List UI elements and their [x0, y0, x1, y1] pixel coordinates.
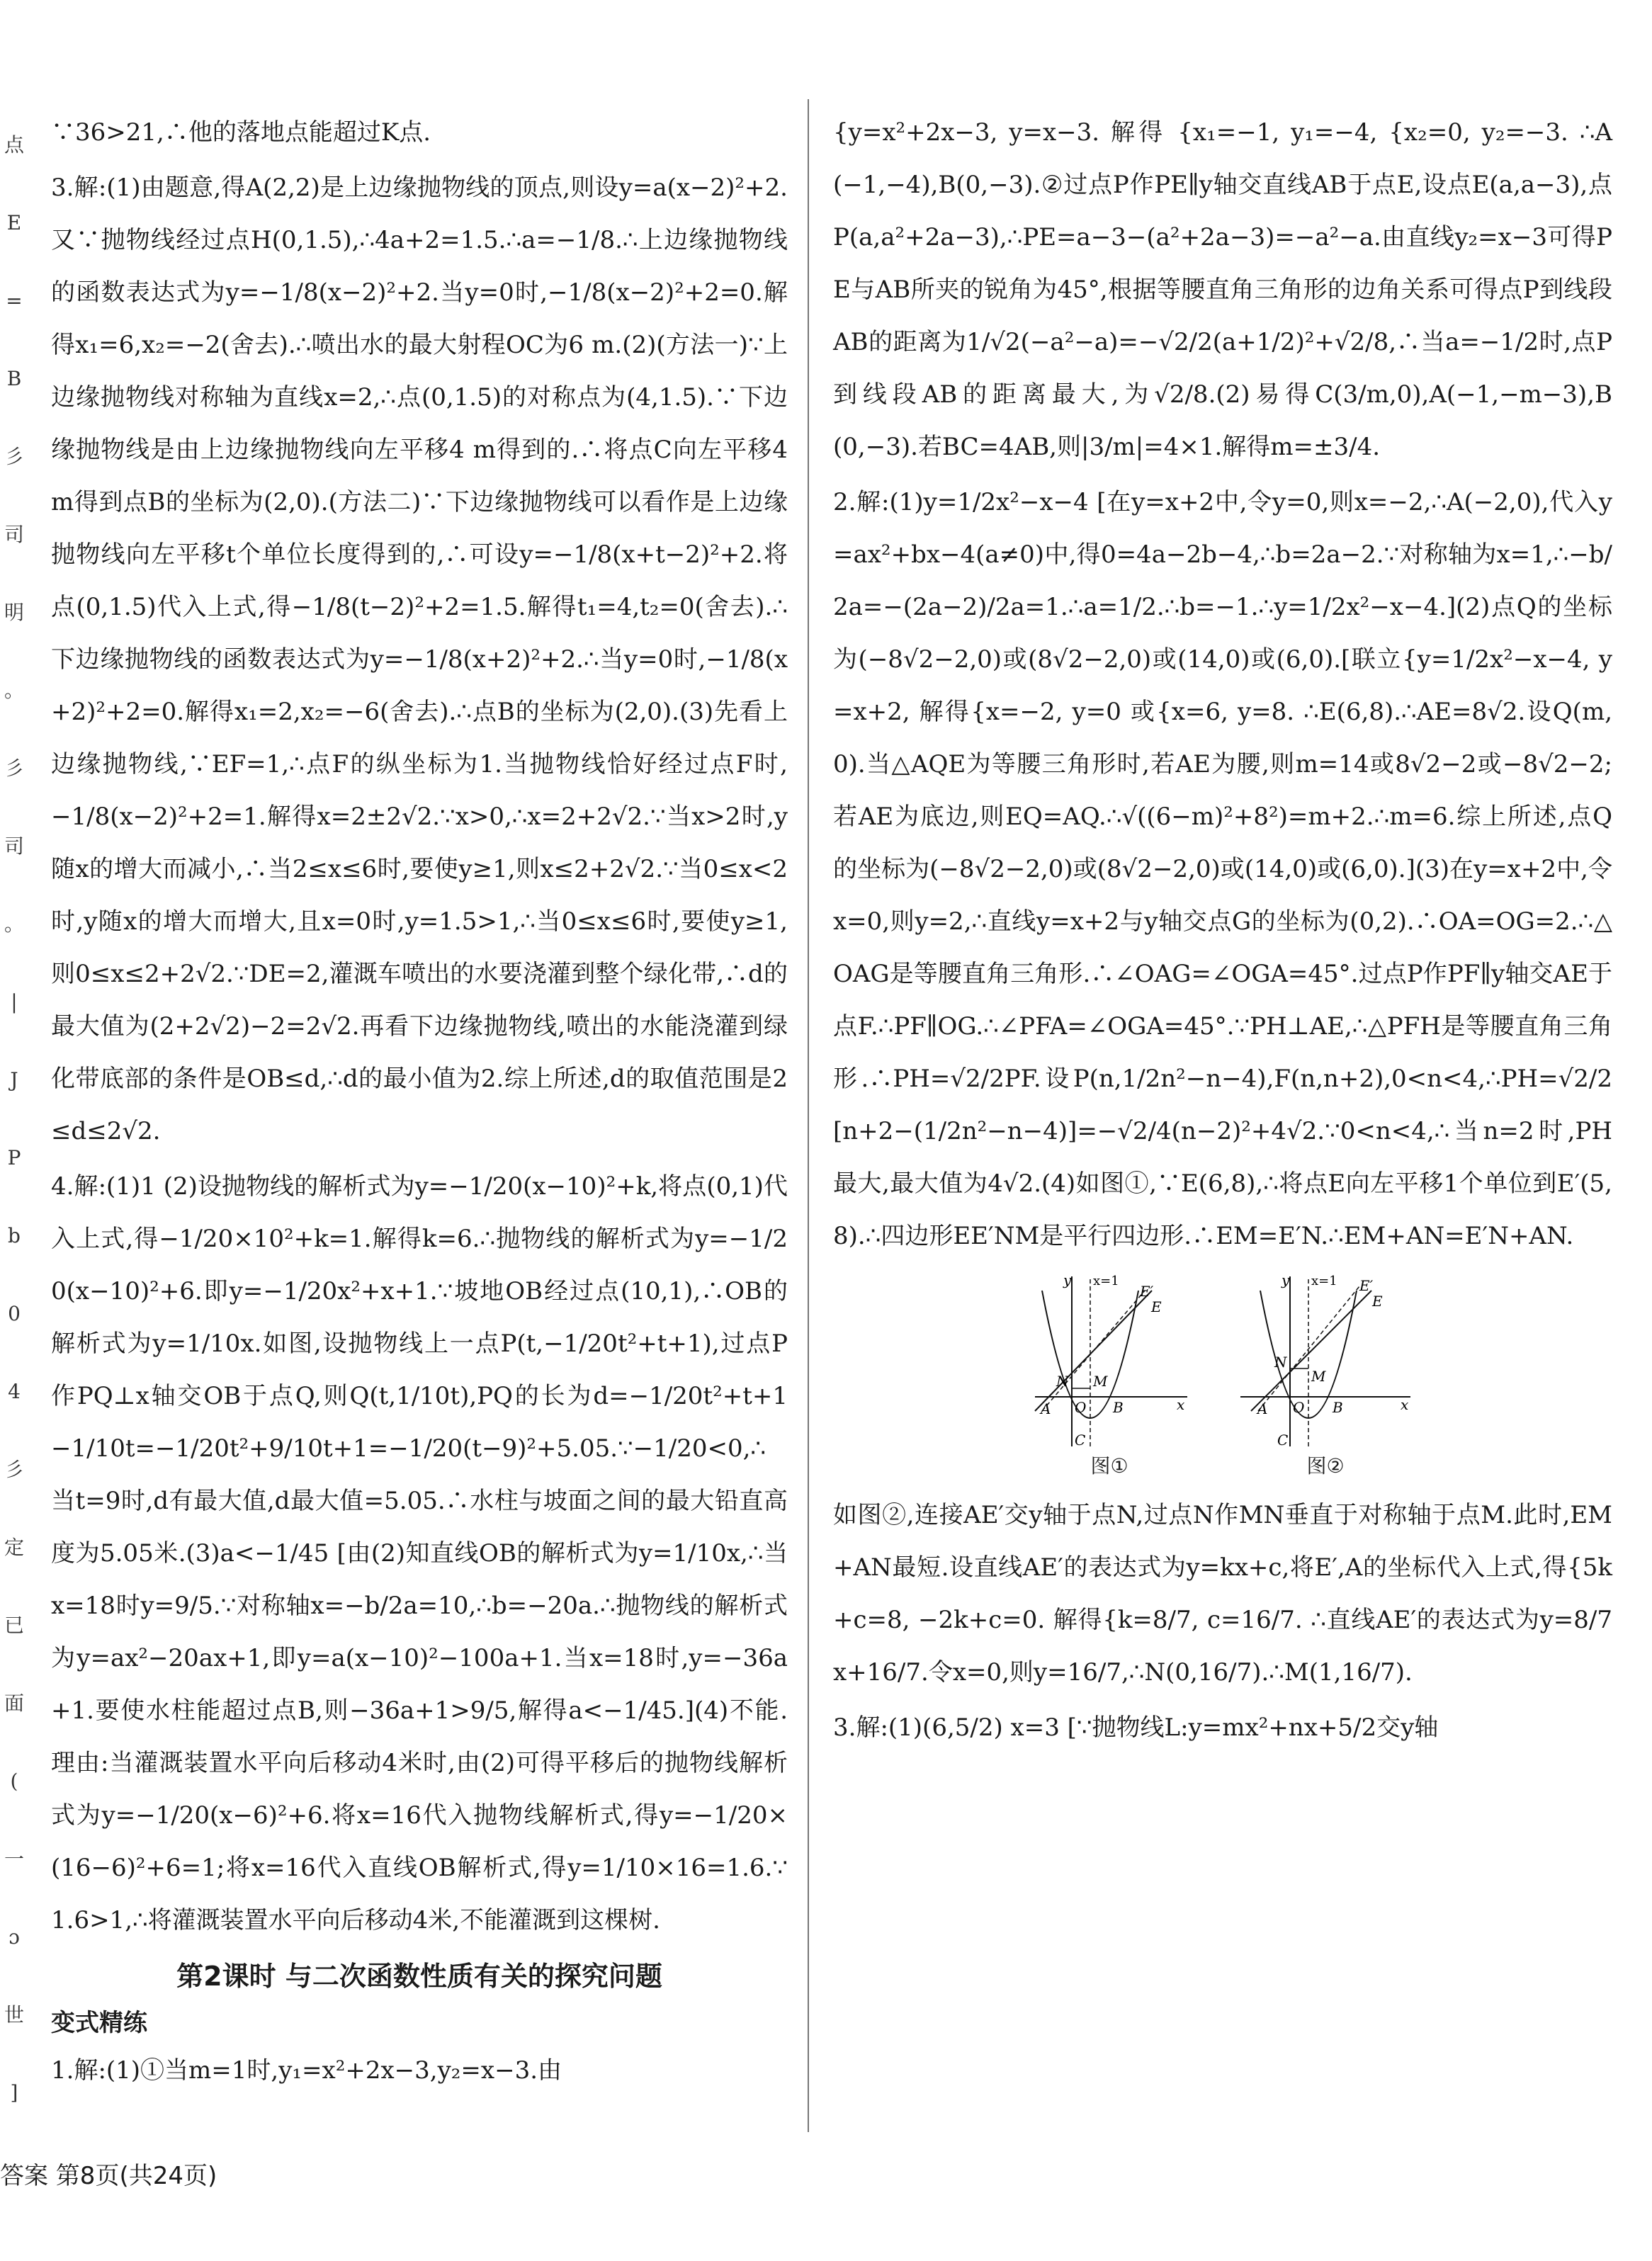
figure-2	[1233, 1269, 1418, 1479]
margin-char: 面	[4, 1692, 24, 1715]
margin-char: 4	[8, 1380, 21, 1403]
margin-char: b	[8, 1224, 21, 1247]
margin-char: 点	[4, 133, 24, 157]
margin-char: 。	[4, 679, 24, 702]
margin-char: 世	[4, 2003, 24, 2027]
left-margin-cutoff-text	[0, 106, 28, 2125]
margin-char: 彡	[4, 445, 24, 468]
margin-char: 司	[4, 834, 24, 858]
fig2-label-C: C	[1277, 1432, 1289, 1449]
margin-char: B	[6, 367, 22, 390]
fig1-label-M: M	[1093, 1373, 1108, 1390]
fig2-label-xeq: x=1	[1311, 1274, 1337, 1288]
fig1-label-A: A	[1041, 1400, 1051, 1417]
fig1-label-B: B	[1113, 1399, 1124, 1416]
fig2-label-Ep: E′	[1359, 1277, 1374, 1294]
lesson-title: 第2课时 与二次函数性质有关的探究问题	[176, 1961, 662, 1992]
left-column	[51, 106, 788, 2100]
fig2-label-M: M	[1311, 1368, 1326, 1385]
fig2-label-O: O	[1293, 1399, 1305, 1416]
margin-char: 定	[4, 1536, 24, 1559]
margin-char: 彡	[4, 1458, 24, 1481]
fig2-label-y: y	[1282, 1271, 1290, 1288]
margin-char: 司	[4, 523, 24, 546]
margin-char: ɔ	[9, 1925, 20, 1949]
paragraph-ex2-solution: 2.解:(1)y=1/2x²−x−4 [在y=x+2中,令y=0,则x=−2,∴A(−2,0),代入y=ax²+bx−4(a≠0)中,得0=4a−2b−4,∴b=2a−2.∵对称轴为x=1,∴−b/2a=−(2a−2)/2a=1.∴a=1/2.∴b=−1.∴y=1/2x²−x−4.](2)点Q的坐标为(−8√2−2,0)或(8√2−2,0)或(14,0)或(6,0).[联立{y=1/2x²−x−4, y=x+2, 解得{x=−2, y=0 或{x=6, y=8. ∴E(6,8).∴AE=8√2.设Q(m,0).当△AQE为等腰三角形时,若AE为腰,则m=14或8√2−2或−8√2−2;若AE为底边,则EQ=AQ.∴√((6−m)²+8²)=m+2.∴m=6.综上所述,点Q的坐标为(−8√2−2,0)或(8√2−2,0)或(14,0)或(6,0).](3)在y=x+2中,令x=0,则y=2,∴直线y=x+2与y轴交点G的坐标为(0,2).∴OA=OG=2.∴△OAG是等腰直角三角形.∴∠OAG=∠OGA=45°.过点P作PF∥y轴交AE于点F.∴PF∥OG.∴∠PFA=∠OGA=45°.∵PH⊥AE,∴△PFH是等腰直角三角形.∴PH=√2/2PF.设P(n,1/2n²−n−4),F(n,n+2),0<n<4,∴PH=√2/2[n+2−(1/2n²−n−4)]=−√2/4(n−2)²+4√2.∵0<n<4,∴当n=2时,PH最大,最大值为4√2.(4)如图①,∵E(6,8),∴将点E向左平移1个单位到E′(5,8).∴四边形EE′NM是平行四边形.∴EM=E′N.∴EM+AN=E′N+AN.	[833, 488, 1612, 1250]
figure-1-graph	[1028, 1269, 1191, 1454]
fig1-label-C: C	[1075, 1432, 1086, 1449]
fig1-label-E: E	[1151, 1298, 1162, 1315]
margin-char: P	[7, 1146, 21, 1169]
margin-char: 。	[4, 912, 24, 936]
fig2-label-A: A	[1257, 1400, 1268, 1417]
paragraph-q3-solution: 3.解:(1)由题意,得A(2,2)是上边缘抛物线的顶点,则设y=a(x−2)²+2.又∵抛物线经过点H(0,1.5),∴4a+2=1.5.∴a=−1/8.∴上边缘抛物线的函数表达式为y=−1/8(x−2)²+2.当y=0时,−1/8(x−2)²+2=0.解得x₁=6,x₂=−2(舍去).∴喷出水的最大射程OC为6 m.(2)(方法一)∵上边缘抛物线对称轴为直线x=2,∴点(0,1.5)的对称点为(4,1.5).∵下边缘抛物线是由上边缘抛物线向左平移4 m得到的.∴将点C向左平移4 m得到点B的坐标为(2,0).(方法二)∵下边缘抛物线可以看作是上边缘抛物线向左平移t个单位长度得到的,∴可设y=−1/8(x+t−2)²+2.将点(0,1.5)代入上式,得−1/8(t−2)²+2=1.5.解得t₁=4,t₂=0(舍去).∴下边缘抛物线的函数表达式为y=−1/8(x+2)²+2.∴当y=0时,−1/8(x+2)²+2=0.解得x₁=2,x₂=−6(舍去).∴点B的坐标为(2,0).(3)先看上边缘抛物线,∵EF=1,∴点F的纵坐标为1.当抛物线恰好经过点F时,−1/8(x−2)²+2=1.解得x=2±2√2.∵x>0,∴x=2+2√2.∵当x>2时,y随x的增大而减小,∴当2≤x≤6时,要使y≥1,则x≤2+2√2.∵当0≤x<2时,y随x的增大而增大,且x=0时,y=1.5>1,∴当0≤x≤6时,要使y≥1,则0≤x≤2+2√2.∵DE=2,灌溉车喷出的水要浇灌到整个绿化带,∴d的最大值为(2+2√2)−2=2√2.再看下边缘抛物线,喷出的水能浇灌到绿化带底部的条件是OB≤d,∴d的最小值为2.综上所述,d的取值范围是2≤d≤2√2.	[51, 174, 788, 1145]
margin-char: 彡	[4, 756, 24, 780]
paragraph-ex1-start: 1.解:(1)①当m=1时,y₁=x²+2x−3,y₂=x−3.由	[51, 2056, 562, 2085]
paragraph-ex3-start: 3.解:(1)(6,5/2) x=3 [∵抛物线L:y=mx²+nx+5/2交y轴	[833, 1713, 1439, 1742]
margin-char: J	[10, 1068, 18, 1092]
margin-char: 一	[4, 1847, 24, 1871]
margin-char: |	[11, 990, 18, 1014]
margin-char: 0	[8, 1302, 21, 1325]
right-column	[833, 106, 1612, 1757]
fig1-label-xeq: x=1	[1093, 1274, 1119, 1288]
fig1-label-N: N	[1056, 1373, 1069, 1390]
fig1-label-O: O	[1075, 1399, 1087, 1416]
margin-char: 明	[4, 601, 24, 624]
margin-char: =	[6, 289, 23, 312]
page-footer: 答案 第8页(共24页)	[0, 2162, 217, 2190]
margin-char: 已	[4, 1614, 24, 1637]
margin-char: (	[10, 1769, 18, 1793]
fig1-label-y: y	[1063, 1271, 1072, 1288]
figure-2-graph	[1233, 1269, 1418, 1454]
paragraph-ex2-figure2: 如图②,连接AE′交y轴于点N,过点N作MN垂直于对称轴于点M.此时,EM+AN最短.设直线AE′的表达式为y=kx+c,将E′,A的坐标代入上式,得{5k+c=8, −2k+c=0. 解得{k=8/7, c=16/7. ∴直线AE′的表达式为y=8/7x+16/7.令x=0,则y=16/7,∴N(0,16/7).∴M(1,16/7).	[833, 1501, 1612, 1687]
fig2-label-x: x	[1401, 1396, 1409, 1413]
section-subhead: 变式精练	[51, 2009, 147, 2037]
column-divider	[808, 99, 809, 2132]
figure-2-caption: 图②	[1306, 1454, 1345, 1478]
margin-char: ]	[10, 2081, 18, 2104]
fig1-label-Ep: E′	[1140, 1283, 1154, 1300]
fig2-label-N: N	[1274, 1354, 1287, 1371]
margin-char: E	[6, 211, 22, 234]
paragraph-q2-tail: ∵36>21,∴他的落地点能超过K点.	[51, 118, 431, 147]
figure-1-caption: 图①	[1090, 1454, 1128, 1478]
fig2-label-E: E	[1372, 1293, 1383, 1310]
fig2-label-B: B	[1333, 1399, 1343, 1416]
figure-1	[1028, 1269, 1191, 1479]
paragraph-q4-solution: 4.解:(1)1 (2)设抛物线的解析式为y=−1/20(x−10)²+k,将点(0,1)代入上式,得−1/20×10²+k=1.解得k=6.∴抛物线的解析式为y=−1/20(x−10)²+6.即y=−1/20x²+x+1.∵坡地OB经过点(10,1),∴OB的解析式为y=1/10x.如图,设抛物线上一点P(t,−1/20t²+t+1),过点P作PQ⊥x轴交OB于点Q,则Q(t,1/10t),PQ的长为d=−1/20t²+t+1−1/10t=−1/20t²+9/10t+1=−1/20(t−9)²+5.05.∵−1/20<0,∴当t=9时,d有最大值,d最大值=5.05.∴水柱与坡面之间的最大铅直高度为5.05米.(3)a<−1/45 [由(2)知直线OB的解析式为y=1/10x,∴当x=18时y=9/5.∵对称轴x=−b/2a=10,∴b=−20a.∴抛物线的解析式为y=ax²−20ax+1,即y=a(x−10)²−100a+1.当x=18时,y=−36a+1.要使水柱能超过点B,则−36a+1>9/5,解得a<−1/45.](4)不能.理由:当灌溉装置水平向后移动4米时,由(2)可得平移后的抛物线解析式为y=−1/20(x−6)²+6.将x=16代入抛物线解析式,得y=−1/20×(16−6)²+6=1;将x=16代入直线OB解析式,得y=1/10×16=1.6.∵1.6>1,∴将灌溉装置水平向后移动4米,不能灌溉到这棵树.	[51, 1172, 788, 1934]
fig1-label-x: x	[1177, 1396, 1185, 1413]
paragraph-ex1-continued: {y=x²+2x−3, y=x−3. 解得 {x₁=−1, y₁=−4, {x₂=0, y₂=−3. ∴A(−1,−4),B(0,−3).②过点P作PE∥y轴交直线AB于点E,设点E(a,a−3),点P(a,a²+2a−3),∴PE=a−3−(a²+2a−3)=−a²−a.由直线y₂=x−3可得PE与AB所夹的锐角为45°,根据等腰直角三角形的边角关系可得点P到线段AB的距离为1/√2(−a²−a)=−√2/2(a+1/2)²+√2/8,∴当a=−1/2时,点P到线段AB的距离最大,为√2/8.(2)易得C(3/m,0),A(−1,−m−3),B(0,−3).若BC=4AB,则|3/m|=4×1.解得m=±3/4.	[833, 118, 1612, 461]
figure-row	[833, 1269, 1612, 1479]
